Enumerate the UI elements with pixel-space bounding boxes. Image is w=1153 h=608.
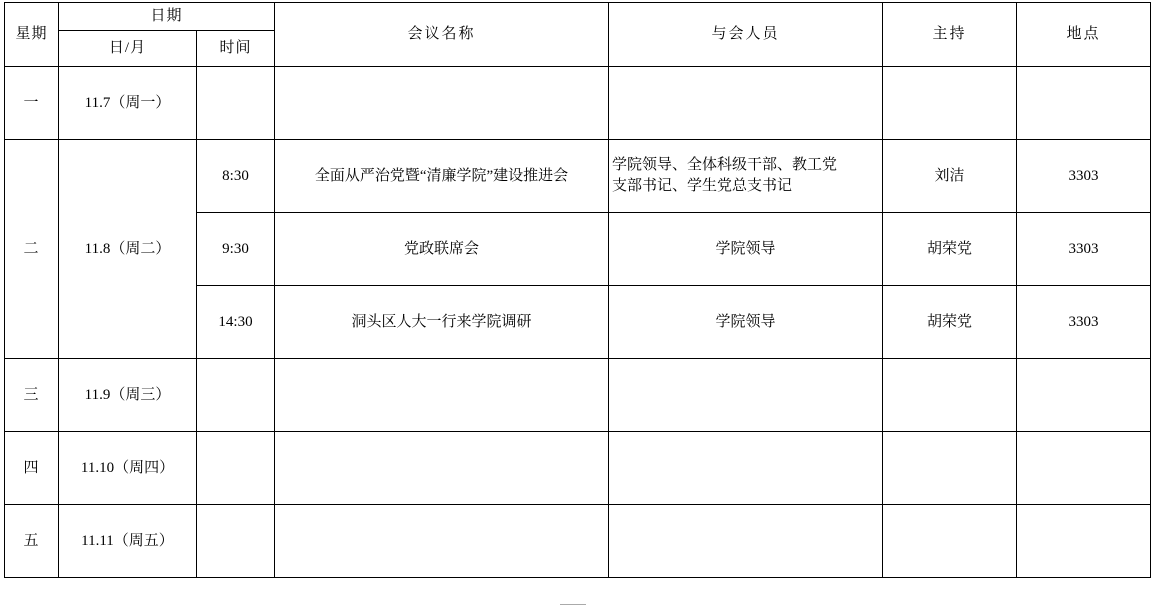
week-cell: 五	[5, 505, 59, 578]
week-cell: 四	[5, 432, 59, 505]
time-cell: 9:30	[197, 213, 275, 286]
date-cell: 11.7（周一）	[59, 67, 197, 140]
host-cell: 胡荣党	[883, 213, 1017, 286]
time-cell: 8:30	[197, 140, 275, 213]
table-row	[5, 67, 1151, 140]
meeting-name-cell: 全面从严治党暨“清廉学院”建设推进会	[275, 140, 609, 213]
schedule-sheet	[0, 2, 1153, 608]
date-cell: 11.11（周五）	[59, 505, 197, 578]
participants-cell	[609, 505, 883, 578]
table-body	[5, 67, 1151, 578]
participants-cell	[609, 432, 883, 505]
date-cell: 11.9（周三）	[59, 359, 197, 432]
host-cell	[883, 67, 1017, 140]
time-cell	[197, 67, 275, 140]
table-row	[5, 505, 1151, 578]
meeting-name-cell	[275, 67, 609, 140]
location-cell	[1017, 359, 1151, 432]
header-time: 时间	[197, 31, 275, 67]
host-cell: 胡荣党	[883, 286, 1017, 359]
meeting-name-cell: 党政联席会	[275, 213, 609, 286]
participants-cell	[609, 359, 883, 432]
host-cell: 刘洁	[883, 140, 1017, 213]
host-cell	[883, 432, 1017, 505]
time-cell	[197, 359, 275, 432]
header-location: 地点	[1017, 3, 1151, 67]
week-cell: 三	[5, 359, 59, 432]
table-row	[5, 432, 1151, 505]
header-meeting-name: 会议名称	[275, 3, 609, 67]
table-row	[5, 359, 1151, 432]
header-date-group: 日期	[59, 3, 275, 31]
meeting-name-cell	[275, 359, 609, 432]
header-week: 星期	[5, 3, 59, 67]
participants-cell: 学院领导	[609, 213, 883, 286]
participants-cell	[609, 67, 883, 140]
weekly-meeting-schedule-table	[4, 2, 1151, 578]
meeting-name-cell: 洞头区人大一行来学院调研	[275, 286, 609, 359]
meeting-name-cell	[275, 505, 609, 578]
host-cell	[883, 359, 1017, 432]
table-header	[5, 3, 1151, 67]
location-cell	[1017, 505, 1151, 578]
location-cell: 3303	[1017, 213, 1151, 286]
date-cell: 11.8（周二）	[59, 140, 197, 359]
host-cell	[883, 505, 1017, 578]
location-cell: 3303	[1017, 286, 1151, 359]
time-cell	[197, 505, 275, 578]
header-row-top	[5, 3, 1151, 31]
header-day-month: 日/月	[59, 31, 197, 67]
time-cell: 14:30	[197, 286, 275, 359]
location-cell	[1017, 67, 1151, 140]
participants-line-2: 支部书记、学生党总支书记	[612, 178, 793, 194]
meeting-name-cell	[275, 432, 609, 505]
date-cell: 11.10（周四）	[59, 432, 197, 505]
participants-cell: 学院领导	[609, 286, 883, 359]
page-bottom-mark	[560, 604, 586, 608]
week-cell: 一	[5, 67, 59, 140]
participants-line-1: 学院领导、全体科级干部、教工党	[612, 157, 838, 173]
participants-cell	[609, 140, 883, 213]
location-cell: 3303	[1017, 140, 1151, 213]
location-cell	[1017, 432, 1151, 505]
header-host: 主持	[883, 3, 1017, 67]
header-participants: 与会人员	[609, 3, 883, 67]
table-row	[5, 140, 1151, 213]
week-cell: 二	[5, 140, 59, 359]
time-cell	[197, 432, 275, 505]
